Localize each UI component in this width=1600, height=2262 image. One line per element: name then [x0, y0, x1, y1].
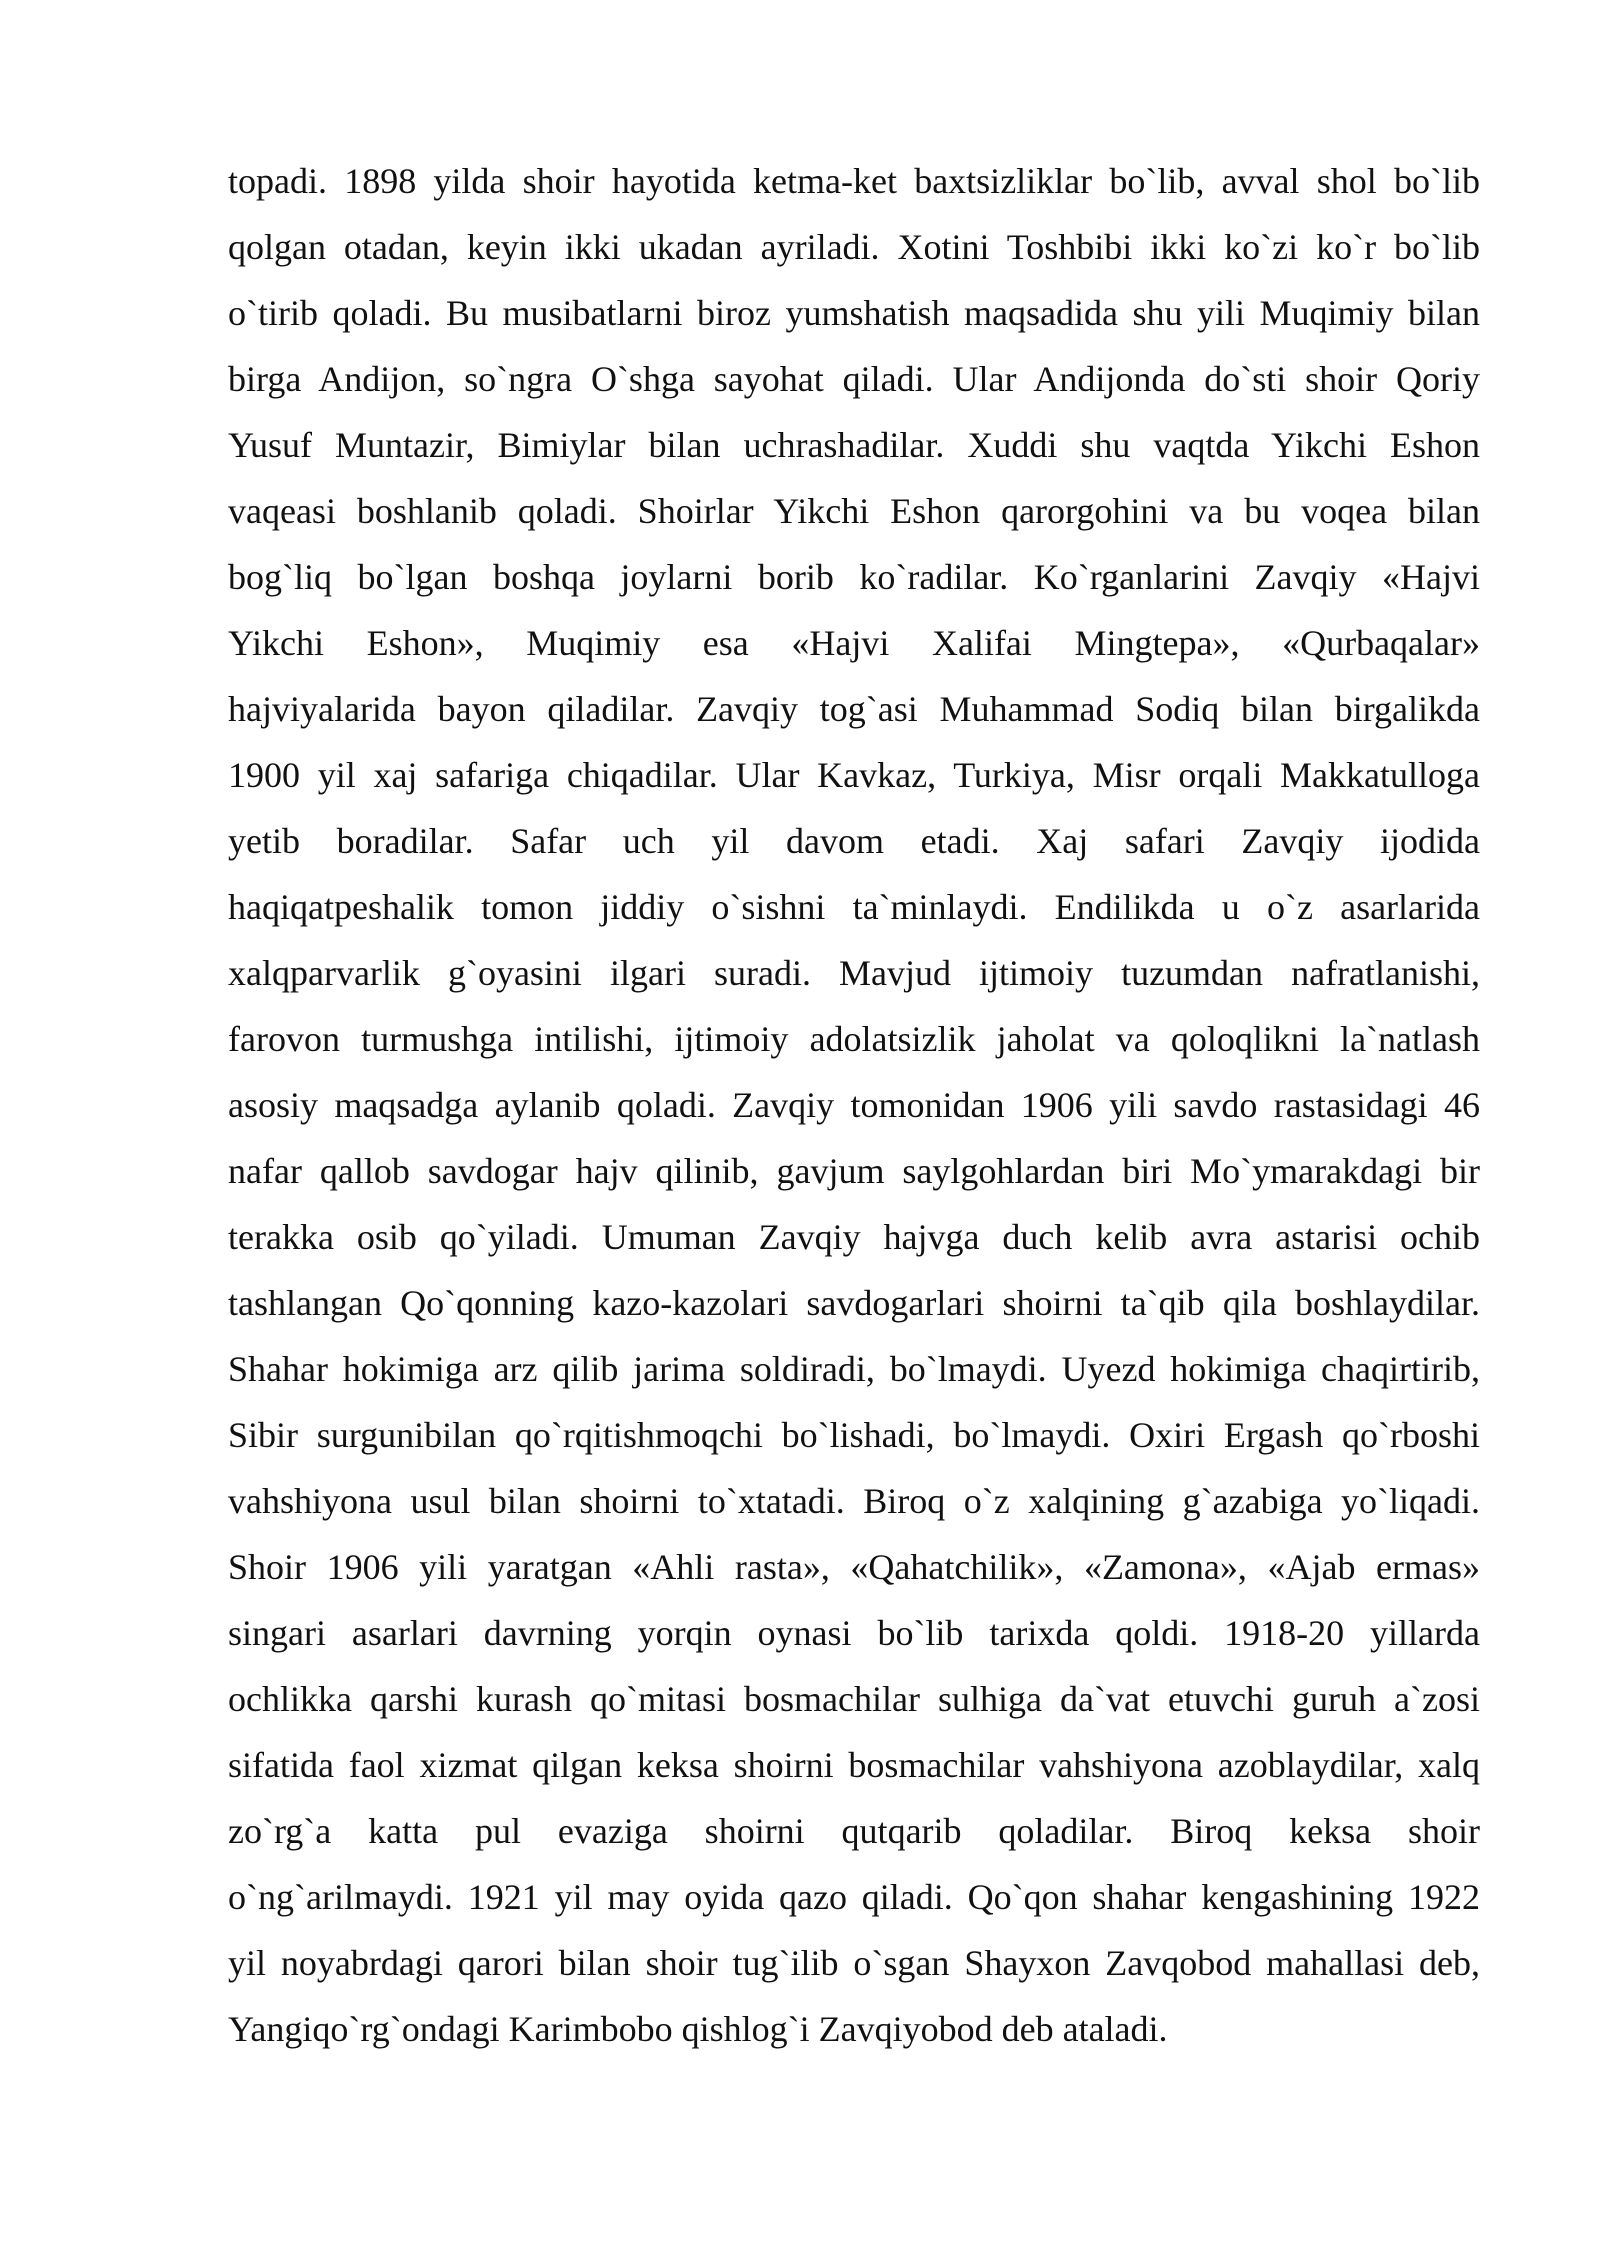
text-line: birga Andijon, so`ngra O`shga sayohat qiladi. Ular Andijonda do`sti shoir Qoriy	[228, 359, 1480, 399]
text-line: yetib boradilar. Safar uch yil davom etadi. Xaj safari Zavqiy ijodida	[228, 821, 1480, 861]
text-line: 1900 yil xaj safariga chiqadilar. Ular Kavkaz, Turkiya, Misr orqali Makkatulloga	[228, 755, 1480, 795]
text-line: vaqeasi boshlanib qoladi. Shoirlar Yikchi Eshon qarorgohini va bu voqea bilan	[228, 491, 1480, 531]
text-line: asosiy maqsadga aylanib qoladi. Zavqiy tomonidan 1906 yili savdo rastasidagi 46	[228, 1085, 1480, 1125]
text-line: singari asarlari davrning yorqin oynasi bo`lib tarixda qoldi. 1918-20 yillarda	[228, 1613, 1480, 1653]
text-line: xalqparvarlik g`oyasini ilgari suradi. Mavjud ijtimoiy tuzumdan nafratlanishi,	[228, 953, 1480, 993]
text-line: zo`rg`a katta pul evaziga shoirni qutqarib qoladilar. Biroq keksa shoir	[228, 1811, 1480, 1851]
body-text	[228, 148, 1480, 2062]
text-line: Yusuf Muntazir, Bimiylar bilan uchrashadilar. Xuddi shu vaqtda Yikchi Eshon	[228, 425, 1480, 465]
text-line: topadi. 1898 yilda shoir hayotida ketma-ket baxtsizliklar bo`lib, avval shol bo`lib	[228, 161, 1480, 201]
text-line: Shahar hokimiga arz qilib jarima soldiradi, bo`lmaydi. Uyezd hokimiga chaqirtirib,	[228, 1349, 1480, 1389]
text-line: Sibir surgunibilan qo`rqitishmoqchi bo`lishadi, bo`lmaydi. Oxiri Ergash qo`rboshi	[228, 1415, 1480, 1455]
text-line: qolgan otadan, keyin ikki ukadan ayriladi. Xotini Toshbibi ikki ko`zi ko`r bo`lib	[228, 227, 1480, 267]
text-line: Yangiqo`rg`ondagi Karimbobo qishlog`i Zavqiyobod deb ataladi.	[228, 2009, 1168, 2049]
text-line: hajviyalarida bayon qiladilar. Zavqiy tog`asi Muhammad Sodiq bilan birgalikda	[228, 689, 1480, 729]
text-line: farovon turmushga intilishi, ijtimoiy adolatsizlik jaholat va qoloqlikni la`natlash	[228, 1019, 1480, 1059]
text-line: bog`liq bo`lgan boshqa joylarni borib ko`radilar. Ko`rganlarini Zavqiy «Hajvi	[228, 557, 1480, 597]
text-line: terakka osib qo`yiladi. Umuman Zavqiy hajvga duch kelib avra astarisi ochib	[228, 1217, 1480, 1257]
text-line: o`ng`arilmaydi. 1921 yil may oyida qazo qiladi. Qo`qon shahar kengashining 1922	[228, 1877, 1480, 1917]
text-line: ochlikka qarshi kurash qo`mitasi bosmachilar sulhiga da`vat etuvchi guruh a`zosi	[228, 1679, 1480, 1719]
text-line: nafar qallob savdogar hajv qilinib, gavjum saylgohlardan biri Mo`ymarakdagi bir	[228, 1151, 1480, 1191]
text-line: haqiqatpeshalik tomon jiddiy o`sishni ta`minlaydi. Endilikda u o`z asarlarida	[228, 887, 1480, 927]
text-line: Yikchi Eshon», Muqimiy esa «Hajvi Xalifai Mingtepa», «Qurbaqalar»	[228, 623, 1480, 663]
text-line: o`tirib qoladi. Bu musibatlarni biroz yumshatish maqsadida shu yili Muqimiy bilan	[228, 293, 1480, 333]
text-line: vahshiyona usul bilan shoirni to`xtatadi. Biroq o`z xalqining g`azabiga yo`liqadi.	[228, 1481, 1480, 1521]
text-line: Shoir 1906 yili yaratgan «Ahli rasta», «Qahatchilik», «Zamona», «Ajab ermas»	[228, 1547, 1480, 1587]
text-line: sifatida faol xizmat qilgan keksa shoirni bosmachilar vahshiyona azoblaydilar, xalq	[228, 1745, 1480, 1785]
text-line: yil noyabrdagi qarori bilan shoir tug`ilib o`sgan Shayxon Zavqobod mahallasi deb,	[228, 1943, 1480, 1983]
text-line: tashlangan Qo`qonning kazo-kazolari savdogarlari shoirni ta`qib qila boshlaydilar.	[228, 1283, 1480, 1323]
